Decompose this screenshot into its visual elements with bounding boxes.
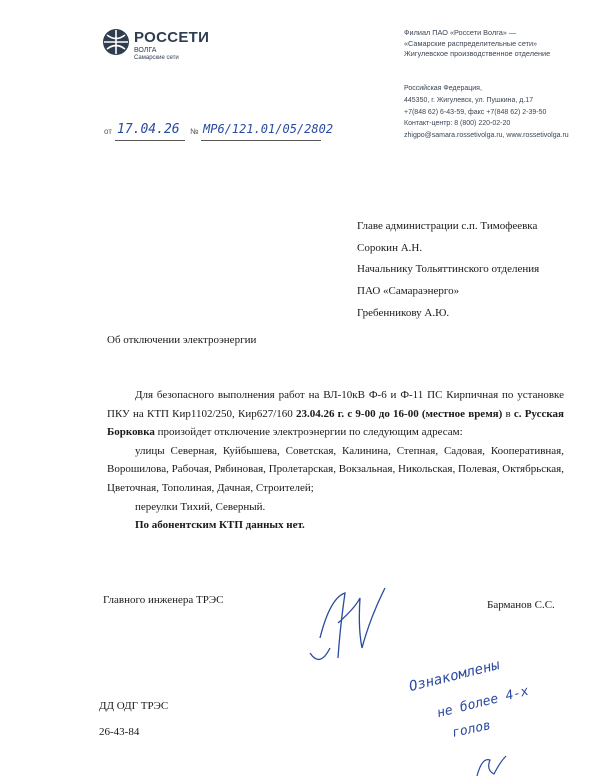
handwritten-note-line: Ознакомлены (407, 657, 502, 695)
recipient-line: Главе администрации с.п. Тимофеевка (357, 220, 538, 232)
streets-list: улицы Северная, Куйбышева, Советская, Калинина, Степная, Садовая, Кооперативная, Ворошилова, Рабочая, Рябиновая, Пролетарская, Вокзальная, Никольская, Полевая, Октябрьская, Цветочная, Тополиная, Дачная, Строителей; (107, 444, 564, 494)
signatory-position: Главного инженера ТРЭС (103, 594, 224, 606)
handwritten-note-line: не более 4-х (435, 683, 531, 722)
recipients-block (357, 216, 539, 325)
body-paragraph (107, 386, 564, 442)
handwritten-signature (300, 578, 400, 673)
contact-line: 445350, г. Жигулевск, ул. Пушкина, д.17 (404, 96, 534, 104)
recipient-line: ПАО «Самараэнерго» (357, 285, 460, 298)
reg-date-label: от (104, 127, 112, 136)
contact-line: Контакт-центр: 8 (800) 220-02-20 (404, 120, 511, 128)
org-line: Жигулевское производственное отделение (404, 49, 551, 58)
letter-subject: Об отключении электроэнергии (107, 334, 257, 346)
outage-time: 23.04.26 г. с 9-00 до 16-00 (местное время) (295, 407, 503, 420)
contact-block (404, 83, 569, 142)
contact-line: Российская Федерация, (404, 85, 482, 92)
recipient-line: Сорокин А.Н. (357, 241, 423, 254)
reg-number: МР6/121.01/05/2802 (203, 122, 334, 136)
outage-location: с. Русская Борковка (107, 407, 564, 439)
body-text: Для безопасного выполнения работ на ВЛ-10кВ Ф-6 и Ф-11 ПС Кирпичная по установке ПКУ на КТП Кир1102/250, Кир627/160 (107, 389, 564, 420)
reg-number-label: № (190, 127, 199, 136)
abonent-note: По абонентским КТП данных нет. (135, 519, 305, 532)
handwritten-note-line: голов (450, 718, 493, 741)
reg-date-underline (115, 140, 185, 141)
reg-date: 17.04.26 (117, 122, 180, 137)
executor-dept: ДД ОДГ ТРЭС (99, 700, 169, 712)
logo-text (134, 29, 209, 61)
logo-region: Самарские сети (134, 55, 179, 61)
lanes-list: переулки Тихий, Северный. (135, 500, 266, 513)
executor-phone: 26-43-84 (99, 726, 140, 738)
logo-name: РОССЕТИ (134, 29, 210, 46)
reg-number-underline (201, 140, 321, 141)
org-line: «Самарские распределительные сети» (404, 38, 538, 48)
letter-body (107, 386, 564, 535)
body-text: в (502, 407, 514, 420)
handwritten-initials (472, 752, 512, 778)
logo-subtitle: ВОЛГА (134, 47, 157, 54)
rosseti-emblem-icon (101, 27, 131, 57)
recipient-line: Гребенникову А.Ю. (357, 306, 450, 319)
body-text: произойдет отключение электроэнергии по следующим адресам: (154, 426, 463, 439)
recipient-line: Начальнику Тольяттинского отделения (357, 263, 540, 276)
contact-line: zhigpo@samara.rossetivolga.ru, www.rossetivolga.ru (404, 132, 569, 140)
signatory-name: Барманов С.С. (487, 599, 555, 611)
org-line: Филиал ПАО «Россети Волга» — (404, 28, 517, 37)
contact-line: +7(848 62) 6-43-59, факс +7(848 62) 2-39-50 (404, 108, 547, 116)
organization-header (404, 28, 550, 60)
